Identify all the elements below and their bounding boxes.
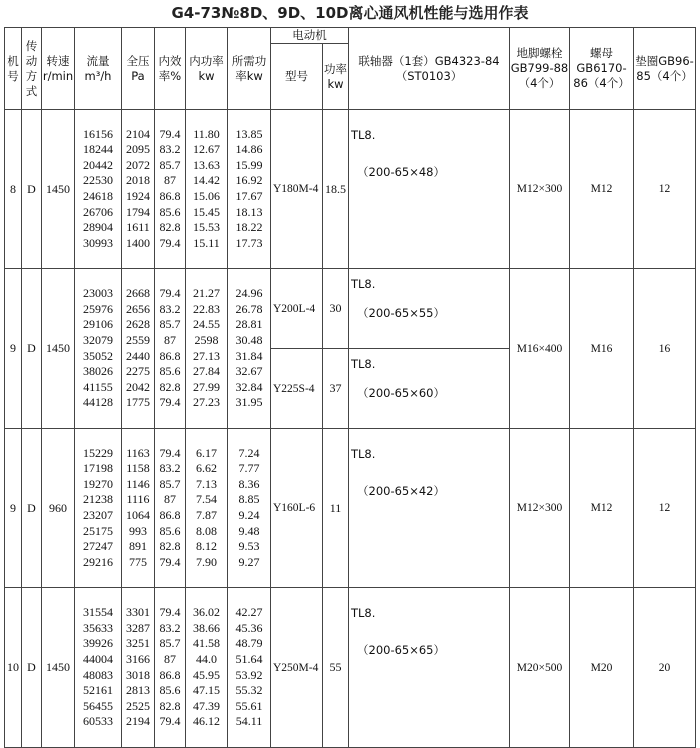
efficiency-cell-value: 85.6 [159, 204, 181, 219]
motor-type-cell: Y250M-4 [271, 588, 323, 748]
internal-power-cell-value: 41.58 [193, 636, 220, 651]
flow-cell-value: 31554 [83, 605, 113, 620]
efficiency-cell-value: 87 [164, 651, 176, 666]
required-power-cell-value: 54.11 [235, 714, 263, 729]
flow-cell-value: 32079 [83, 332, 113, 347]
required-power-cell-value: 15.99 [235, 157, 263, 172]
header-coupling: 联轴器（1套）GB4323-84（ST0103） [349, 28, 510, 110]
header-motor: 电动机 [271, 28, 349, 44]
internal-power-cell-value: 22.83 [193, 301, 220, 316]
required-power-cell-value: 45.36 [235, 620, 263, 635]
internal-power-cell-value: 24.55 [193, 317, 220, 332]
efficiency-cell-value: 79.4 [159, 126, 181, 141]
header-washer: 垫圈GB96-85（4个） [634, 28, 696, 110]
internal-power-cell-value: 15.06 [193, 189, 220, 203]
efficiency-cell-value: 85.6 [159, 683, 181, 698]
efficiency-cell [155, 429, 186, 588]
page-title: G4-73№8D、9D、10D离心通风机性能与选用作表 [171, 4, 529, 22]
required-power-cell-value: 14.86 [235, 142, 263, 157]
internal-power-cell-value: 46.12 [193, 714, 220, 729]
required-power-cell-value: 42.27 [235, 605, 263, 620]
flow-cell [75, 110, 122, 269]
required-power-cell-value: 24.96 [235, 286, 263, 301]
pressure-cell-value: 1163 [126, 445, 150, 460]
motor-power-cell: 37 [323, 349, 349, 429]
anchor-bolt-cell: M16×400 [510, 269, 570, 429]
motor-power-cell: 55 [323, 588, 349, 748]
pressure-cell [122, 429, 155, 588]
efficiency-cell-value: 86.8 [159, 508, 181, 522]
pressure-cell-value: 775 [129, 554, 147, 569]
pressure-cell-value: 2275 [126, 364, 150, 379]
pressure-cell [122, 269, 155, 429]
efficiency-cell-value: 87 [164, 173, 176, 188]
coupling-model: TL8. [351, 357, 376, 371]
pressure-cell-value: 2656 [126, 301, 150, 316]
drive-cell: D [22, 588, 42, 748]
required-power-cell-value: 18.22 [235, 220, 263, 235]
pressure-cell-value: 1924 [126, 189, 150, 203]
washer-cell: 20 [634, 588, 696, 748]
nut-cell: M12 [570, 110, 634, 269]
machine-no-cell: 10 [5, 588, 22, 748]
pressure-cell-value: 2042 [126, 379, 150, 394]
pressure-cell-value: 1775 [126, 395, 150, 410]
internal-power-cell [186, 110, 228, 269]
internal-power-cell-value: 44.0 [196, 651, 217, 666]
coupling-model: TL8. [351, 447, 376, 461]
header-motor-power: 功率kw [323, 44, 349, 110]
required-power-cell-value: 9.24 [238, 508, 260, 522]
efficiency-cell [155, 110, 186, 269]
internal-power-cell-value: 27.23 [193, 395, 220, 410]
required-power-cell-value: 7.24 [238, 445, 260, 460]
internal-power-cell-value: 15.53 [193, 220, 220, 235]
flow-cell-value: 23207 [83, 508, 113, 522]
pressure-cell-value: 891 [129, 539, 147, 554]
required-power-cell [228, 110, 271, 269]
pressure-cell-value: 2194 [126, 714, 150, 729]
pressure-cell-value: 2628 [126, 317, 150, 332]
coupling-cell [349, 110, 510, 269]
header-anchor-bolt: 地脚螺栓GB799-88（4个） [510, 28, 570, 110]
internal-power-cell-value: 8.08 [196, 523, 217, 538]
machine-no-cell: 8 [5, 110, 22, 269]
required-power-cell-value: 53.92 [235, 667, 263, 682]
coupling-model: TL8. [351, 606, 376, 620]
internal-power-cell-value: 7.87 [196, 508, 217, 522]
pressure-cell-value: 3166 [126, 651, 150, 666]
header-model-no: 机号 [5, 28, 22, 110]
flow-cell-value: 27247 [83, 539, 113, 554]
internal-power-cell-value: 27.84 [193, 364, 220, 379]
motor-power-cell: 18.5 [323, 110, 349, 269]
flow-cell-value: 29106 [83, 317, 113, 332]
internal-power-cell-value: 47.15 [193, 683, 220, 698]
required-power-cell-value: 9.53 [238, 539, 260, 554]
drive-cell: D [22, 429, 42, 588]
header-nut: 螺母GB6170-86（4个） [570, 28, 634, 110]
coupling-spec: （200-65×48） [357, 165, 446, 179]
efficiency-cell-value: 79.4 [159, 445, 181, 460]
pressure-cell-value: 2559 [126, 332, 150, 347]
pressure-cell-value: 2668 [126, 286, 150, 301]
motor-type-cell: Y225S-4 [271, 349, 323, 429]
efficiency-cell-value: 86.8 [159, 348, 181, 363]
table-row [5, 110, 696, 269]
efficiency-cell-value: 79.4 [159, 235, 181, 250]
efficiency-cell-value: 85.6 [159, 364, 181, 379]
internal-power-cell-value: 15.11 [193, 235, 220, 250]
coupling-spec: （200-65×55） [357, 306, 446, 320]
efficiency-cell-value: 85.7 [159, 636, 181, 651]
coupling-cell [349, 429, 510, 588]
flow-cell-value: 39926 [83, 636, 113, 651]
header-pressure: 全压Pa [122, 28, 155, 110]
flow-cell [75, 588, 122, 748]
pressure-cell [122, 588, 155, 748]
washer-cell: 12 [634, 110, 696, 269]
required-power-cell-value: 16.92 [235, 173, 263, 188]
required-power-cell-value: 32.84 [235, 379, 263, 394]
efficiency-cell-value: 83.2 [159, 461, 181, 476]
efficiency-cell-value: 82.8 [159, 698, 181, 713]
coupling-cell [349, 588, 510, 748]
table-row [5, 269, 696, 349]
pressure-cell-value: 2525 [126, 698, 150, 713]
internal-power-cell-value: 2598 [194, 332, 219, 347]
required-power-cell-value: 17.73 [235, 235, 263, 250]
efficiency-cell-value: 79.4 [159, 395, 181, 410]
speed-cell: 1450 [42, 110, 75, 269]
efficiency-cell-value: 79.4 [159, 554, 181, 569]
flow-cell-value: 17198 [83, 461, 113, 476]
flow-cell-value: 18244 [83, 142, 113, 157]
efficiency-cell [155, 588, 186, 748]
coupling-cell [349, 269, 510, 349]
internal-power-cell-value: 27.13 [193, 348, 220, 363]
header-flow: 流量m³/h [75, 28, 122, 110]
required-power-cell-value: 9.48 [238, 523, 260, 538]
nut-cell: M20 [570, 588, 634, 748]
coupling-cell [349, 349, 510, 429]
efficiency-cell-value: 85.7 [159, 476, 181, 491]
required-power-cell-value: 55.61 [235, 698, 263, 713]
machine-no-cell: 9 [5, 429, 22, 588]
flow-cell [75, 269, 122, 429]
flow-cell-value: 20442 [83, 157, 113, 172]
header-internal-power: 内功率kw [186, 28, 228, 110]
required-power-cell-value: 55.32 [235, 683, 263, 698]
header-motor-type: 型号 [271, 44, 323, 110]
efficiency-cell-value: 83.2 [159, 142, 181, 157]
motor-power-cell: 11 [323, 429, 349, 588]
flow-cell-value: 48083 [83, 667, 113, 682]
flow-cell-value: 26706 [83, 204, 113, 219]
flow-cell-value: 35633 [83, 620, 113, 635]
nut-cell: M12 [570, 429, 634, 588]
header-drive: 传动方式 [22, 28, 42, 110]
required-power-cell-value: 31.95 [235, 395, 263, 410]
efficiency-cell-value: 82.8 [159, 220, 181, 235]
flow-cell-value: 23003 [83, 286, 113, 301]
internal-power-cell [186, 269, 228, 429]
pressure-cell-value: 1146 [126, 476, 150, 491]
speed-cell: 960 [42, 429, 75, 588]
required-power-cell-value: 9.27 [238, 554, 260, 569]
flow-cell-value: 30993 [83, 235, 113, 250]
efficiency-cell-value: 85.6 [159, 523, 181, 538]
header-efficiency: 内效率% [155, 28, 186, 110]
efficiency-cell-value: 87 [164, 492, 176, 507]
pressure-cell-value: 2440 [126, 348, 150, 363]
internal-power-cell-value: 36.02 [193, 605, 220, 620]
efficiency-cell-value: 79.4 [159, 605, 181, 620]
required-power-cell-value: 30.48 [235, 332, 263, 347]
internal-power-cell-value: 12.67 [193, 142, 220, 157]
efficiency-cell-value: 83.2 [159, 620, 181, 635]
required-power-cell-value: 48.79 [235, 636, 263, 651]
flow-cell-value: 19270 [83, 476, 113, 491]
pressure-cell-value: 2813 [126, 683, 150, 698]
pressure-cell-value: 3287 [126, 620, 150, 635]
required-power-cell-value: 26.78 [235, 301, 263, 316]
flow-cell-value: 41155 [83, 379, 113, 394]
pressure-cell-value: 2072 [126, 157, 150, 172]
internal-power-cell-value: 27.99 [193, 379, 220, 394]
flow-cell-value: 44004 [83, 651, 113, 666]
flow-cell-value: 21238 [83, 492, 113, 507]
required-power-cell-value: 28.81 [235, 317, 263, 332]
required-power-cell-value: 7.77 [238, 461, 260, 476]
pressure-cell-value: 3018 [126, 667, 150, 682]
internal-power-cell-value: 38.66 [193, 620, 220, 635]
flow-cell-value: 60533 [83, 714, 113, 729]
required-power-cell [228, 429, 271, 588]
nut-cell: M16 [570, 269, 634, 429]
pressure-cell-value: 1158 [126, 461, 150, 476]
pressure-cell-value: 2095 [126, 142, 150, 157]
flow-cell-value: 15229 [83, 445, 113, 460]
coupling-model: TL8. [351, 277, 376, 291]
coupling-spec: （200-65×60） [357, 386, 446, 400]
flow-cell [75, 429, 122, 588]
pressure-cell-value: 1794 [126, 204, 150, 219]
pressure-cell [122, 110, 155, 269]
fan-performance-table [4, 27, 696, 748]
efficiency-cell-value: 82.8 [159, 379, 181, 394]
flow-cell-value: 28904 [83, 220, 113, 235]
flow-cell-value: 56455 [83, 698, 113, 713]
flow-cell-value: 38026 [83, 364, 113, 379]
efficiency-cell [155, 269, 186, 429]
required-power-cell-value: 18.13 [235, 204, 263, 219]
motor-type-cell: Y160L-6 [271, 429, 323, 588]
internal-power-cell-value: 47.39 [193, 698, 220, 713]
efficiency-cell-value: 87 [164, 332, 176, 347]
header-speed: 转速r/min [42, 28, 75, 110]
internal-power-cell-value: 14.42 [193, 173, 220, 188]
internal-power-cell-value: 7.54 [196, 492, 217, 507]
efficiency-cell-value: 83.2 [159, 301, 181, 316]
anchor-bolt-cell: M12×300 [510, 110, 570, 269]
flow-cell-value: 35052 [83, 348, 113, 363]
coupling-model: TL8. [351, 128, 376, 142]
internal-power-cell [186, 429, 228, 588]
flow-cell-value: 16156 [83, 126, 113, 141]
efficiency-cell-value: 86.8 [159, 189, 181, 203]
internal-power-cell-value: 21.27 [193, 286, 220, 301]
header-required-power: 所需功率kw [228, 28, 271, 110]
efficiency-cell-value: 85.7 [159, 157, 181, 172]
required-power-cell-value: 8.36 [238, 476, 260, 491]
pressure-cell-value: 1116 [126, 492, 150, 507]
pressure-cell-value: 1400 [126, 235, 150, 250]
pressure-cell-value: 1064 [126, 508, 150, 522]
efficiency-cell-value: 79.4 [159, 714, 181, 729]
internal-power-cell-value: 6.17 [196, 445, 217, 460]
required-power-cell-value: 8.85 [238, 492, 260, 507]
required-power-cell-value: 31.84 [235, 348, 263, 363]
internal-power-cell-value: 13.63 [193, 157, 220, 172]
flow-cell-value: 25175 [83, 523, 113, 538]
flow-cell-value: 24618 [83, 189, 113, 203]
required-power-cell-value: 17.67 [235, 189, 263, 203]
pressure-cell-value: 3251 [126, 636, 150, 651]
washer-cell: 16 [634, 269, 696, 429]
internal-power-cell-value: 6.62 [196, 461, 217, 476]
efficiency-cell-value: 82.8 [159, 539, 181, 554]
required-power-cell [228, 588, 271, 748]
anchor-bolt-cell: M12×300 [510, 429, 570, 588]
motor-type-cell: Y200L-4 [271, 269, 323, 349]
motor-type-cell: Y180M-4 [271, 110, 323, 269]
speed-cell: 1450 [42, 588, 75, 748]
anchor-bolt-cell: M20×500 [510, 588, 570, 748]
internal-power-cell [186, 588, 228, 748]
efficiency-cell-value: 86.8 [159, 667, 181, 682]
header-row-1 [5, 28, 696, 44]
efficiency-cell-value: 85.7 [159, 317, 181, 332]
flow-cell-value: 44128 [83, 395, 113, 410]
internal-power-cell-value: 15.45 [193, 204, 220, 219]
motor-power-cell: 30 [323, 269, 349, 349]
drive-cell: D [22, 269, 42, 429]
internal-power-cell-value: 45.95 [193, 667, 220, 682]
required-power-cell-value: 32.67 [235, 364, 263, 379]
pressure-cell-value: 3301 [126, 605, 150, 620]
flow-cell-value: 52161 [83, 683, 113, 698]
efficiency-cell-value: 79.4 [159, 286, 181, 301]
required-power-cell [228, 269, 271, 429]
table-row [5, 429, 696, 588]
machine-no-cell: 9 [5, 269, 22, 429]
coupling-spec: （200-65×42） [357, 484, 446, 498]
internal-power-cell-value: 7.90 [196, 554, 217, 569]
internal-power-cell-value: 11.80 [193, 126, 220, 141]
coupling-spec: （200-65×65） [357, 643, 446, 657]
table-row [5, 588, 696, 748]
required-power-cell-value: 51.64 [235, 651, 263, 666]
pressure-cell-value: 1611 [126, 220, 150, 235]
flow-cell-value: 29216 [83, 554, 113, 569]
internal-power-cell-value: 7.13 [196, 476, 217, 491]
washer-cell: 12 [634, 429, 696, 588]
required-power-cell-value: 13.85 [235, 126, 263, 141]
drive-cell: D [22, 110, 42, 269]
pressure-cell-value: 2018 [126, 173, 150, 188]
flow-cell-value: 22530 [83, 173, 113, 188]
pressure-cell-value: 993 [129, 523, 147, 538]
speed-cell: 1450 [42, 269, 75, 429]
pressure-cell-value: 2104 [126, 126, 150, 141]
internal-power-cell-value: 8.12 [196, 539, 217, 554]
flow-cell-value: 25976 [83, 301, 113, 316]
